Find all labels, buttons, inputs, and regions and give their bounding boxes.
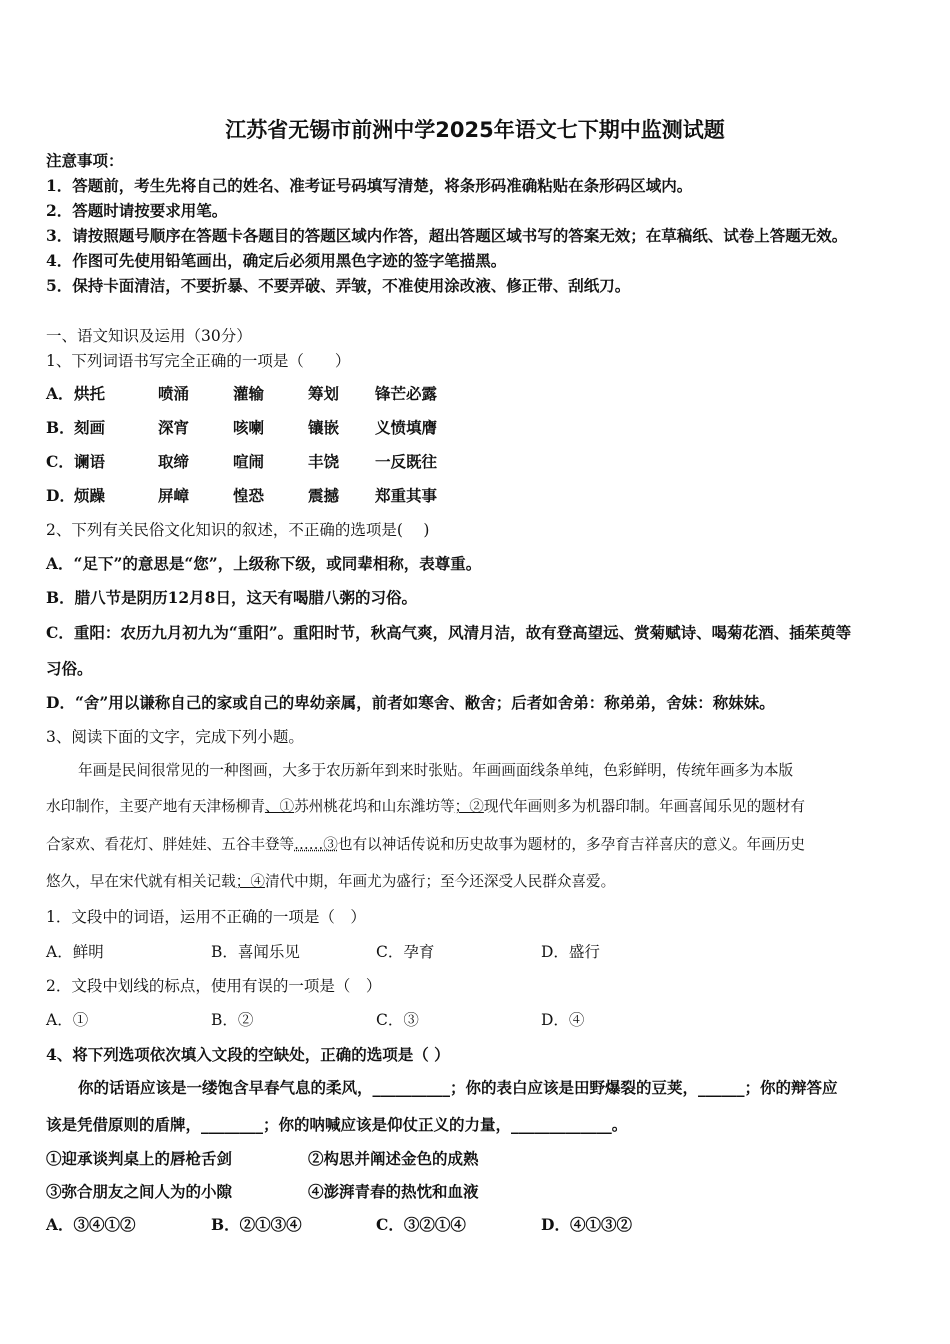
option-label: B．	[46, 418, 75, 437]
q2-option-d: D．“舍”用以谦称自己的家或自己的卑幼亲属，前者如寒舍、敝舍；后者如舍弟：称弟弟，舍妹：称妹妹。	[46, 693, 775, 712]
word: 咳喇	[233, 418, 265, 437]
option: C．③	[376, 1011, 419, 1029]
option: A．①	[46, 1011, 89, 1029]
q2-option-a: A．“足下”的意思是“您”，上级称下级，或同辈相称，表尊重。	[46, 554, 482, 573]
item: ①迎承谈判桌上的唇枪舌剑	[46, 1149, 233, 1168]
word: 烦躁	[74, 486, 106, 505]
q2-option-c: C．重阳：农历九月初九为“重阳”。重阳时节，秋高气爽，风清月洁，故有登高望远、赏菊赋诗、喝菊花酒、插茱萸等	[46, 623, 852, 642]
q2-stem: 2、下列有关民俗文化知识的叙述，不正确的选项是( )	[46, 521, 430, 539]
option-label: D．	[46, 486, 75, 505]
word: 刻画	[74, 418, 106, 437]
underlined-punct-3: ……③	[294, 836, 338, 853]
passage-line	[46, 872, 615, 892]
item: ③弥合朋友之间人为的小隙	[46, 1182, 233, 1201]
word: 谰语	[74, 452, 106, 471]
option-label: C．	[46, 452, 74, 471]
word: 义愤填膺	[375, 418, 438, 437]
passage-line	[46, 797, 805, 817]
passage-text: 悠久，早在宋代就有相关记载	[46, 873, 236, 890]
q3-sub1-options	[46, 942, 600, 962]
underlined-punct-1: 、①	[264, 798, 295, 815]
option: D．④	[541, 1011, 585, 1029]
note-item: 5．保持卡面清洁，不要折暴、不要弄破、弄皱，不准使用涂改液、修正带、刮纸刀。	[46, 276, 631, 295]
q2-option-b: B．腊八节是阴历12月8日，这天有喝腊八粥的习俗。	[46, 588, 417, 607]
q4-items-row	[46, 1149, 479, 1169]
option: B．喜闻乐见	[211, 943, 300, 961]
option: C．③②①④	[376, 1215, 466, 1234]
word: 喧闹	[233, 452, 265, 471]
note-item: 4．作图可先使用铅笔画出，确定后必须用黑色字迹的签字笔描黑。	[46, 251, 507, 270]
passage-text: 苏州桃花坞和山东潍坊等	[294, 798, 455, 815]
q3-sub2-options	[46, 1010, 584, 1030]
passage-line: 年画是民间很常见的一种图画，大多于农历新年到来时张贴。年画画面线条单纯，色彩鲜明，传统年画多为本版	[78, 762, 794, 779]
passage-text: 水印制作，主要产地有天津杨柳青	[46, 798, 265, 815]
note-item: 1．答题前，考生先将自己的姓名、准考证号码填写清楚，将条形码准确粘贴在条形码区域内。	[46, 176, 693, 195]
word: 喷涌	[158, 384, 190, 403]
option: D．盛行	[541, 943, 600, 961]
word: 灌输	[233, 384, 265, 403]
q4-stem: 4、将下列选项依次填入文段的空缺处，正确的选项是（ ）	[46, 1045, 450, 1064]
item: ④澎湃青春的热忱和血液	[308, 1182, 479, 1201]
q1-option-d	[46, 486, 437, 506]
q3-sub1-stem: 1．文段中的词语，运用不正确的一项是（ ）	[46, 908, 366, 926]
q1-option-c	[46, 452, 437, 472]
page-title: 江苏省无锡市前洲中学2025年语文七下期中监测试题	[225, 118, 725, 142]
word: 惶恐	[233, 486, 265, 505]
option: B．②①③④	[211, 1215, 302, 1234]
word: 深宵	[158, 418, 190, 437]
passage-text: 也有以神话传说和历史故事为题材的，多孕育吉祥喜庆的意义。年画历史	[337, 836, 805, 853]
word: 屏嶂	[158, 486, 190, 505]
underlined-punct-4: ；④	[235, 873, 265, 890]
q4-passage-line: 你的话语应该是一缕饱含早春气息的柔风，__________；你的表白应该是田野爆裂的豆荚，______；你的辩答应	[78, 1078, 838, 1097]
passage-text: 现代年画则多为机器印制。年画喜闻乐见的题材有	[483, 798, 805, 815]
passage-text: 合家欢、看花灯、胖娃娃、五谷丰登等	[46, 836, 295, 853]
word: 一反既往	[375, 452, 438, 471]
option: D．④①③②	[541, 1215, 632, 1234]
word: 震撼	[308, 486, 340, 505]
notes-heading: 注意事项：	[46, 151, 124, 170]
q1-option-b	[46, 418, 437, 438]
q4-passage-line: 该是凭借原则的盾牌，________；你的呐喊应该是仰仗正义的力量，_____________。	[46, 1115, 628, 1134]
word: 郑重其事	[375, 486, 438, 505]
option: A．③④①②	[46, 1215, 136, 1234]
option: A．鲜明	[46, 943, 104, 961]
word: 筹划	[308, 384, 340, 403]
q4-items-row	[46, 1182, 479, 1202]
word: 丰饶	[308, 452, 340, 471]
q1-option-a	[46, 384, 437, 404]
section-heading: 一、语文知识及运用（30分）	[46, 327, 252, 345]
word: 锋芒必露	[375, 384, 438, 403]
note-item: 2．答题时请按要求用笔。	[46, 201, 228, 220]
passage-text: 清代中期，年画尤为盛行；至今还深受人民群众喜爱。	[264, 873, 616, 890]
q4-options	[46, 1215, 632, 1235]
q1-stem: 1、下列词语书写完全正确的一项是（ ）	[46, 352, 351, 370]
q2-option-c-cont: 习俗。	[46, 659, 93, 678]
word: 烘托	[74, 384, 106, 403]
underlined-punct-2: ；②	[454, 798, 484, 815]
word: 镶嵌	[308, 418, 340, 437]
passage-line	[46, 835, 805, 855]
q3-sub2-stem: 2．文段中划线的标点，使用有误的一项是（ ）	[46, 977, 382, 995]
option-label: A．	[46, 384, 74, 403]
q3-stem: 3、阅读下面的文字，完成下列小题。	[46, 728, 304, 746]
option: B．②	[211, 1011, 254, 1029]
item: ②构思并阐述金色的成熟	[308, 1149, 479, 1168]
word: 取缔	[158, 452, 190, 471]
option: C．孕育	[376, 943, 435, 961]
note-item: 3．请按照题号顺序在答题卡各题目的答题区域内作答，超出答题区域书写的答案无效；在草稿纸、试卷上答题无效。	[46, 226, 848, 245]
